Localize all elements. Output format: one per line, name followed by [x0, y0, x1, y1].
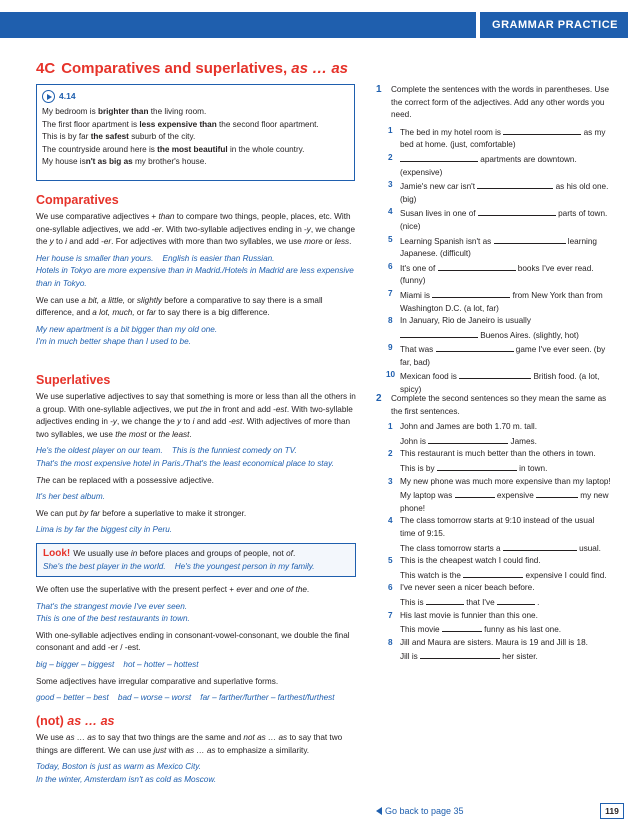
exercise-number: 1 [376, 84, 382, 95]
superlatives-continued [36, 584, 356, 705]
exercise-item: 6 It's one of books I've ever read. (funny) [388, 261, 594, 286]
comparatives-para-1: We use comparative adjectives + than to compare two things, people, places, etc. With one-syllable adjectives, we add -er. With two-syllable adjectives ending in -y, we change the y to i and add -er. For adjectives with more than two syllables, we use more or less. [36, 212, 356, 247]
exercise-item: 2 This restaurant is much better than the others in town. This is by in town. [388, 449, 596, 473]
superlatives-para-1: We use superlative adjectives to say that something is more or less than all the others in a group. With one-syllable adjectives, we put the in front and add -est. With two-syllable adjectives ending in -y, we change the y to i and add -est. With adjectives of more than two syllables, we use the most or the least. [36, 392, 356, 439]
answer-blank[interactable] [426, 595, 464, 605]
superlatives-section [36, 372, 356, 537]
header-bar [0, 12, 628, 38]
superlatives-para-6: Some adjectives have irregular comparative and superlative forms. [36, 676, 279, 686]
answer-blank[interactable] [503, 125, 581, 135]
lesson-title [36, 60, 348, 77]
look-box [36, 543, 356, 577]
exercise-item: 7 His last movie is funnier than this one. This movie funny as his last one. [388, 610, 562, 635]
as-as-example: Today, Boston is just as warm as Mexico City. In the winter, Amsterdam isn't as cold as Moscow. [36, 762, 217, 784]
exercise-2 [376, 393, 611, 664]
exercise-item: 8 Jill and Maura are sisters. Maura is 19 and Jill is 18. Jill is her sister. [388, 637, 588, 662]
exercise-item: 10 Mexican food is British food. (a lot, spicy) [386, 370, 600, 395]
box-line: The countryside around here is the most beautiful in the whole country. [42, 144, 305, 154]
comparatives-section [36, 192, 356, 349]
answer-blank[interactable] [478, 206, 556, 216]
answer-blank[interactable] [463, 568, 523, 578]
as-as-section [36, 713, 356, 786]
superlatives-heading: Superlatives [36, 373, 111, 387]
answer-blank[interactable] [503, 541, 577, 551]
exercise-item: 4 Susan lives in one of parts of town. (nice) [388, 207, 608, 231]
look-example: She's the best player in the world. He's the youngest person in my family. [43, 561, 315, 571]
answer-blank[interactable] [436, 342, 514, 352]
audio-track[interactable] [42, 90, 349, 103]
exercise-1 [376, 84, 611, 397]
answer-blank[interactable] [536, 488, 578, 498]
exercise-item: 5 This is the cheapest watch I could find. This watch is the expensive I could find. [388, 556, 607, 580]
exercise-item: 6 I've never seen a nicer beach before. This is that I've . [388, 583, 540, 607]
superlatives-para-4: We often use the superlative with the present perfect + ever and one of the. [36, 585, 310, 594]
exercise-item: 7 Miami is from New York than from Washington D.C. (a lot, far) [388, 288, 603, 313]
lesson-title-text: Comparatives and superlatives, [61, 60, 288, 77]
exercise-number: 2 [376, 393, 382, 404]
answer-blank[interactable] [459, 369, 531, 379]
exercise-item: 1 The bed in my hotel room is as my bed at home. (just, comfortable) [388, 125, 606, 150]
arrow-left-icon [376, 807, 382, 815]
lesson-title-italic: as … as [291, 60, 349, 77]
answer-blank[interactable] [438, 261, 516, 271]
look-label: Look! [43, 548, 71, 559]
exercise-item: 5 Learning Spanish isn't as learning Japanese. (difficult) [388, 234, 597, 259]
exercise-item: 3 My new phone was much more expensive than my laptop! My laptop was expensive my new phone! [388, 476, 611, 513]
as-as-heading: (not) as … as [36, 714, 115, 728]
comparatives-example-2: My new apartment is a bit bigger than my old one. I'm in much better shape than I used to be. [36, 324, 218, 347]
back-to-page-link[interactable]: Go back to page 35 [376, 806, 464, 816]
answer-blank[interactable] [400, 328, 478, 338]
exercise-item: 4 The class tomorrow starts at 9:10 instead of the usual time of 9:15. The class tomorrow starts a usual. [388, 516, 601, 553]
superlatives-para-3: We can put by far before a superlative to make it stronger. [36, 508, 247, 518]
answer-blank[interactable] [477, 179, 553, 189]
superlatives-example-4: That's the strangest movie I've ever seen. This is one of the best restaurants in town. [36, 601, 190, 624]
box-line: This is by far the safest suburb of the city. [42, 132, 196, 142]
exercise-item: 3 Jamie's new car isn't as his old one. (big) [388, 180, 609, 204]
exercise-2-instruction: 2 Complete the second sentences so they mean the same as the first sentences. [376, 393, 607, 416]
answer-blank[interactable] [455, 488, 495, 498]
answer-blank[interactable] [497, 595, 535, 605]
box-line: My bedroom is brighter than the living room. [42, 107, 207, 116]
superlatives-example-1: He's the oldest player on our team. This is the funniest comedy on TV. That's the most expensive hotel in Paris./That's the least economical place to stay. [36, 446, 334, 468]
exercise-1-instruction: 1 Complete the sentences with the words in parentheses. Use the correct form of the adjectives. Add any other words you need. [376, 84, 609, 120]
comparatives-example-1: Her house is smaller than yours. English is easier than Russian. Hotels in Tokyo are more expensive than in Madrid./Hotels in Madrid are less expensive than in Tokyo. [36, 253, 354, 288]
comparatives-heading: Comparatives [36, 193, 119, 207]
grammar-practice-tag: GRAMMAR PRACTICE [478, 12, 628, 38]
box-line: The first floor apartment is less expensive than the second floor apartment. [42, 119, 319, 129]
as-as-para: We use as … as to say that two things are the same and not as … as to say that two things are different. We can use just with as … as to emphasize a similarity. [36, 733, 343, 755]
examples-box [36, 84, 355, 181]
answer-blank[interactable] [432, 288, 510, 298]
superlatives-example-5: big – bigger – biggest hot – hotter – hottest [36, 659, 199, 669]
exercise-item: 1 John and James are both 1.70 m. tall. John is James. [388, 422, 537, 446]
look-text: Look! We usually use in before places and groups of people, not of. [43, 548, 296, 559]
exercise-item: 8 In January, Rio de Janeiro is usually Buenos Aires. (slightly, hot) [388, 316, 579, 340]
audio-track-number: 4.14 [59, 91, 76, 102]
answer-blank[interactable] [437, 461, 517, 471]
answer-blank[interactable] [494, 234, 566, 244]
exercise-item: 2 apartments are downtown. (expensive) [388, 152, 577, 177]
answer-blank[interactable] [442, 622, 482, 632]
superlatives-para-5: With one-syllable adjectives ending in consonant-vowel-consonant, we double the final consonant and add -er / -est. [36, 630, 350, 653]
comparatives-para-2: We can use a bit, a little, or slightly before a comparative to say there is a small difference, and a lot, much, or far to say there is a big difference. [36, 295, 323, 318]
superlatives-example-6: good – better – best bad – worse – worst far – farther/further – farthest/furthest [36, 693, 335, 703]
answer-blank[interactable] [428, 434, 508, 444]
superlatives-example-3: Lima is by far the biggest city in Peru. [36, 525, 173, 535]
superlatives-example-2: It's her best album. [36, 492, 105, 502]
box-line: My house isn't as big as my brother's house. [42, 157, 207, 167]
superlatives-para-2: The can be replaced with a possessive adjective. [36, 475, 214, 485]
lesson-number: 4C [36, 60, 56, 77]
answer-blank[interactable] [400, 152, 478, 162]
play-icon[interactable] [42, 90, 55, 103]
page-number: 119 [600, 803, 624, 819]
exercise-item: 9 That was game I've ever seen. (by far, bad) [388, 343, 606, 367]
answer-blank[interactable] [420, 649, 500, 659]
